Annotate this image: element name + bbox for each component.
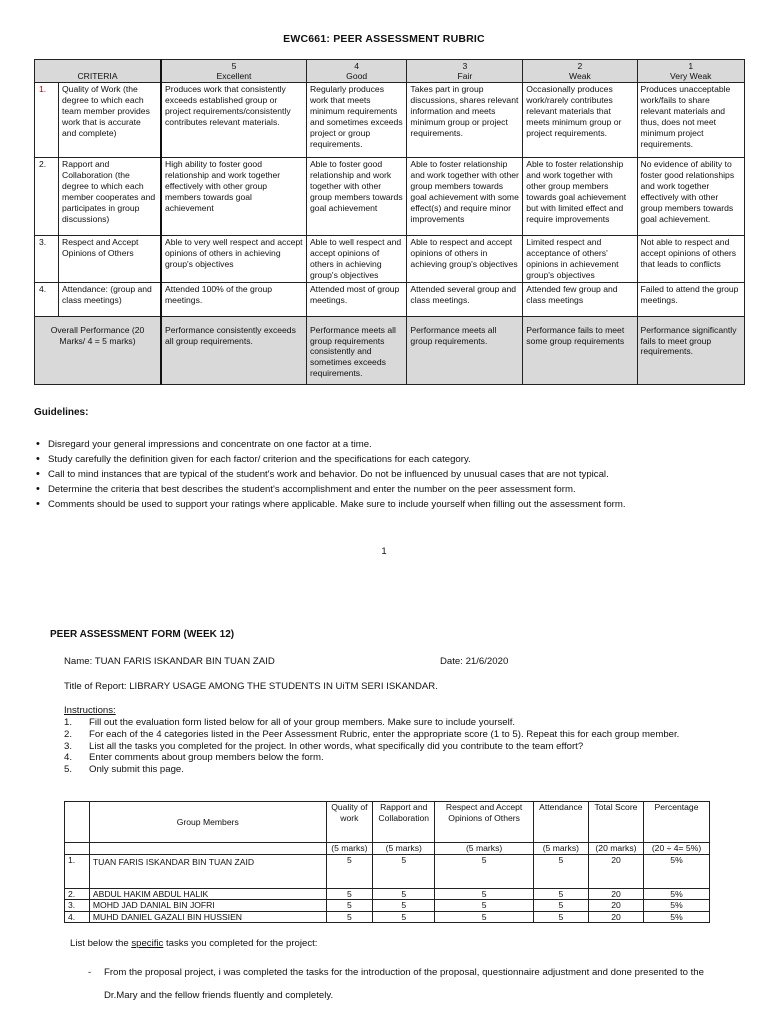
score-percentage: 5% <box>644 911 710 923</box>
score-attendance: 5 <box>533 854 588 888</box>
guidelines-list <box>34 437 734 512</box>
tasks-intro <box>70 938 317 949</box>
score-attendance: 5 <box>533 888 588 900</box>
instruction-number: 2. <box>64 728 73 740</box>
instruction-text: Only submit this page. <box>89 764 184 776</box>
rubric-cell: Regularly produces work that meets minimum requirements and sometimes exceeds project or group requirements. <box>306 83 406 158</box>
subheader-total: (20 marks) <box>588 843 643 855</box>
instruction-text: Fill out the evaluation form listed below for all of your group members. Make sure to include yourself. <box>89 717 516 728</box>
rubric-cell: Able to foster good relationship and work together with other group members towards goal achievement <box>306 158 406 236</box>
guidelines-title: Guidelines: <box>34 407 89 418</box>
instruction-item <box>64 752 744 764</box>
subheader-attendance: (5 marks) <box>533 843 588 855</box>
subheader-percentage: (20 ÷ 4= 5%) <box>644 843 710 855</box>
member-name: MUHD DANIEL GAZALI BIN HUSSIEN <box>89 911 326 923</box>
members-table <box>64 801 710 923</box>
subheader-rapport: (5 marks) <box>373 843 435 855</box>
score-attendance: 5 <box>533 911 588 923</box>
subheader-respect: (5 marks) <box>435 843 533 855</box>
level-header-1 <box>637 60 745 83</box>
rubric-row-overall <box>35 316 745 384</box>
guideline-item: • Comments should be used to support your ratings where applicable. Make sure to include yourself when filling out the assessment form. <box>34 497 734 512</box>
rubric-cell: Produces work that consistently exceeds established group or project requirements/consistently contributes relevant materials. <box>161 83 306 158</box>
score-percentage: 5% <box>644 900 710 912</box>
member-number: 3. <box>65 900 90 912</box>
instruction-text: List all the tasks you completed for the project. In other words, what specifically did you contribute to the team effort? <box>89 740 584 752</box>
guideline-item: • Call to mind instances that are typical of the student's work and behavior. Do not be influenced by unusual cases that are not typical. <box>34 467 734 482</box>
guideline-item: • Disregard your general impressions and concentrate on one factor at a time. <box>34 437 734 452</box>
rubric-cell: Attended most of group meetings. <box>306 282 406 316</box>
tasks-intro-emphasis: specific <box>131 938 164 949</box>
rubric-cell: Occasionally produces work/rarely contributes relevant materials that meets minimum group or project requirements. <box>523 83 637 158</box>
instruction-number: 1. <box>64 717 73 728</box>
rubric-cell: Failed to attend the group meetings. <box>637 282 745 316</box>
overall-cell: Performance significantly fails to meet group requirements. <box>637 316 745 384</box>
header-quality: Quality of work <box>326 802 372 843</box>
score-total: 20 <box>588 900 643 912</box>
score-respect: 5 <box>435 888 533 900</box>
rubric-cell: Able to foster relationship and work together with other group members towards goal achievement with some effect(s) and require minor improvements <box>407 158 523 236</box>
criterion-number: 1. <box>35 83 59 158</box>
table-row <box>65 888 710 900</box>
criterion-text: Respect and Accept Opinions of Others <box>59 236 162 283</box>
table-row <box>65 911 710 923</box>
rubric-cell: Able to respect and accept opinions of others in achieving group's objectives <box>407 236 523 283</box>
level-score: 5 <box>231 61 237 71</box>
header-respect: Respect and Accept Opinions of Others <box>435 802 533 843</box>
instruction-item <box>64 741 744 753</box>
overall-cell: Performance consistently exceeds all group requirements. <box>161 316 306 384</box>
subheader-quality: (5 marks) <box>326 843 372 855</box>
overall-cell: Performance meets all group requirements consistently and sometimes exceeds requirements. <box>306 316 406 384</box>
criterion-text: Attendance: (group and class meetings) <box>59 282 162 316</box>
level-header-4 <box>306 60 406 83</box>
rubric-cell: Able to well respect and accept opinions of others in achieving group's objectives <box>306 236 406 283</box>
rubric-cell: Able to foster relationship and work together with other group members towards goal achievement but with limited effect and require improvements <box>523 158 637 236</box>
score-rapport: 5 <box>373 911 435 923</box>
score-percentage: 5% <box>644 854 710 888</box>
rubric-cell: Attended several group and class meetings. <box>407 282 523 316</box>
instruction-item <box>64 764 744 776</box>
rubric-title: EWC661: PEER ASSESSMENT RUBRIC <box>283 33 485 45</box>
score-quality: 5 <box>326 854 372 888</box>
rubric-row-rapport <box>35 158 745 236</box>
level-header-5 <box>161 60 306 83</box>
header-percentage: Percentage <box>644 802 710 843</box>
score-total: 20 <box>588 888 643 900</box>
score-quality: 5 <box>326 900 372 912</box>
rubric-cell: Limited respect and acceptance of others' opinions in achievement group's objectives <box>523 236 637 283</box>
rubric-cell: No evidence of ability to foster good relationships and work together effectively with other group members towards goal achievement. <box>637 158 745 236</box>
criterion-number: 2. <box>35 158 59 236</box>
report-title-line: Title of Report: LIBRARY USAGE AMONG THE STUDENTS IN UiTM SERI ISKANDAR. <box>64 681 438 692</box>
guideline-item: • Study carefully the definition given for each factor/ criterion and the specifications for each category. <box>34 452 734 467</box>
members-subheader-row <box>65 843 710 855</box>
guideline-item: • Determine the criteria that best describes the student's accomplishment and enter the number on the peer assessment form. <box>34 482 734 497</box>
header-total: Total Score <box>588 802 643 843</box>
page-number: 1 <box>381 546 387 557</box>
instruction-number: 3. <box>64 740 73 752</box>
overall-cell: Performance meets all group requirements. <box>407 316 523 384</box>
rubric-cell: Attended few group and class meetings <box>523 282 637 316</box>
task-text: From the proposal project, i was completed the tasks for the introduction of the proposal, questionnaire adjustment and done presented to the Dr.Mary and the fellow friends fluently and completely. <box>104 967 704 1001</box>
member-number: 1. <box>65 854 90 888</box>
subheader-empty <box>65 843 90 855</box>
score-rapport: 5 <box>373 888 435 900</box>
form-title: PEER ASSESSMENT FORM (WEEK 12) <box>50 629 235 640</box>
score-quality: 5 <box>326 911 372 923</box>
rubric-cell: High ability to foster good relationship and work together effectively with other group members towards goal achievement <box>161 158 306 236</box>
tasks-intro-text: tasks you completed for the project: <box>163 938 318 949</box>
level-score: 2 <box>577 61 583 71</box>
rubric-row-respect <box>35 236 745 283</box>
member-number: 2. <box>65 888 90 900</box>
criterion-number: 4. <box>35 282 59 316</box>
member-name: ABDUL HAKIM ABDUL HALIK <box>89 888 326 900</box>
level-name: Good <box>346 71 368 81</box>
rubric-row-quality <box>35 83 745 158</box>
member-name: TUAN FARIS ISKANDAR BIN TUAN ZAID <box>89 854 326 888</box>
tasks-intro-text: List below the <box>70 938 132 949</box>
score-respect: 5 <box>435 854 533 888</box>
rubric-cell: Produces unacceptable work/fails to share relevant materials and thus, does not meet minimum project requirements. <box>637 83 745 158</box>
rubric-cell: Attended 100% of the group meetings. <box>161 282 306 316</box>
criterion-text: Rapport and Collaboration (the degree to which each member cooperates and participates in group discussions) <box>59 158 162 236</box>
score-respect: 5 <box>435 900 533 912</box>
rubric-table <box>34 59 745 385</box>
level-score: 4 <box>354 61 360 71</box>
instruction-item <box>64 729 744 741</box>
level-name: Very Weak <box>670 71 712 81</box>
level-header-3 <box>407 60 523 83</box>
instruction-number: 5. <box>64 764 73 776</box>
level-name: Excellent <box>216 71 252 81</box>
member-name: MOHD JAD DANIAL BIN JOFRI <box>89 900 326 912</box>
header-rapport: Rapport and Collaboration <box>373 802 435 843</box>
header-attendance: Attendance <box>533 802 588 843</box>
score-total: 20 <box>588 911 643 923</box>
subheader-empty <box>89 843 326 855</box>
criteria-header: CRITERIA <box>35 60 162 83</box>
overall-cell: Performance fails to meet some group requirements <box>523 316 637 384</box>
score-attendance: 5 <box>533 900 588 912</box>
criterion-number: 3. <box>35 236 59 283</box>
date-line: Date: 21/6/2020 <box>440 656 509 667</box>
members-header-row <box>65 802 710 843</box>
rubric-header-row <box>35 60 745 83</box>
task-dash: - <box>88 967 92 978</box>
instruction-item <box>64 717 744 729</box>
score-total: 20 <box>588 854 643 888</box>
criterion-text: Quality of Work (the degree to which each team member provides work that is accurate and complete) <box>59 83 162 158</box>
table-row <box>65 900 710 912</box>
score-percentage: 5% <box>644 888 710 900</box>
instruction-text: Enter comments about group members below the form. <box>89 752 324 764</box>
level-name: Fair <box>457 71 473 81</box>
instructions-heading: Instructions: <box>64 705 116 716</box>
instruction-number: 4. <box>64 752 73 764</box>
header-group-members: Group Members <box>89 802 326 843</box>
rubric-cell: Takes part in group discussions, shares relevant information and meets minimum group or project requirements. <box>407 83 523 158</box>
score-rapport: 5 <box>373 900 435 912</box>
rubric-row-attendance <box>35 282 745 316</box>
overall-label: Overall Performance (20 Marks/ 4 = 5 marks) <box>35 316 162 384</box>
instruction-text: For each of the 4 categories listed in the Peer Assessment Rubric, enter the appropriate score (1 to 5). Repeat this for each group member. <box>89 728 680 740</box>
rubric-cell: Not able to respect and accept opinions of others that leads to conflicts <box>637 236 745 283</box>
instructions-list <box>64 717 744 776</box>
rubric-cell: Able to very well respect and accept opinions of others in achieving group's objectives <box>161 236 306 283</box>
name-line: Name: TUAN FARIS ISKANDAR BIN TUAN ZAID <box>64 656 275 667</box>
member-number: 4. <box>65 911 90 923</box>
level-header-2 <box>523 60 637 83</box>
score-respect: 5 <box>435 911 533 923</box>
header-num-cell <box>65 802 90 843</box>
score-quality: 5 <box>326 888 372 900</box>
level-name: Weak <box>568 71 591 81</box>
score-rapport: 5 <box>373 854 435 888</box>
level-score: 1 <box>688 61 694 71</box>
table-row <box>65 854 710 888</box>
level-score: 3 <box>462 61 468 71</box>
